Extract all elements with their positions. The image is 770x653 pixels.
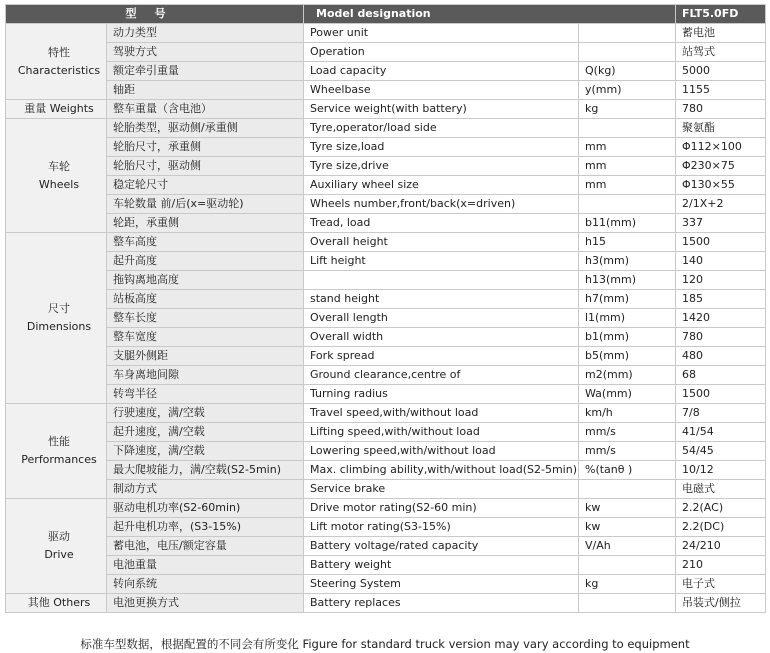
row-unit: Wa(mm) <box>579 385 676 404</box>
group-label <box>6 100 107 119</box>
group-label-en: Drive <box>44 548 74 561</box>
row-unit: h13(mm) <box>579 271 676 290</box>
row-label-en: Lift height <box>304 252 579 271</box>
row-label-cn: 最大爬坡能力，满/空载(S2-5min) <box>107 461 304 480</box>
row-label-cn: 制动方式 <box>107 480 304 499</box>
row-label-en: Battery voltage/rated capacity <box>304 537 579 556</box>
row-label-cn: 整车宽度 <box>107 328 304 347</box>
row-value: 68 <box>676 366 766 385</box>
row-value: 7/8 <box>676 404 766 423</box>
header-type-cn: 型号 <box>6 5 304 24</box>
row-label-cn: 额定牵引重量 <box>107 62 304 81</box>
row-unit: h7(mm) <box>579 290 676 309</box>
row-label-cn: 动力类型 <box>107 24 304 43</box>
row-label-cn: 下降速度，满/空载 <box>107 442 304 461</box>
table-row <box>6 594 766 613</box>
row-value: Φ130×55 <box>676 176 766 195</box>
row-label-cn: 轮胎尺寸，承重侧 <box>107 138 304 157</box>
row-unit: l1(mm) <box>579 309 676 328</box>
spec-table <box>5 4 766 613</box>
row-label-cn: 起升速度，满/空载 <box>107 423 304 442</box>
row-label-cn: 轮胎尺寸，驱动侧 <box>107 157 304 176</box>
table-row <box>6 575 766 594</box>
row-unit: kg <box>579 575 676 594</box>
row-label-en: Steering System <box>304 575 579 594</box>
row-label-cn: 驱动电机功率(S2-60min) <box>107 499 304 518</box>
row-unit: V/Ah <box>579 537 676 556</box>
group-label <box>6 404 107 499</box>
row-value: 24/210 <box>676 537 766 556</box>
row-label-en: Tyre size,load <box>304 138 579 157</box>
row-label-cn: 轮胎类型，驱动侧/承重侧 <box>107 119 304 138</box>
row-label-en: Overall width <box>304 328 579 347</box>
header-model-label: Model designation <box>304 5 676 24</box>
table-row <box>6 81 766 100</box>
row-unit <box>579 556 676 575</box>
row-label-cn: 整车长度 <box>107 309 304 328</box>
group-label-cn: 重量 Weights <box>24 102 94 115</box>
row-label-en: Load capacity <box>304 62 579 81</box>
table-row <box>6 404 766 423</box>
group-label-en: Characteristics <box>17 63 101 77</box>
row-label-en: Lift motor rating(S3-15%) <box>304 518 579 537</box>
row-unit: kg <box>579 100 676 119</box>
row-label-cn: 轴距 <box>107 81 304 100</box>
row-value: 蓄电池 <box>676 24 766 43</box>
group-label-cn: 性能 <box>48 435 70 448</box>
row-label-cn: 驾驶方式 <box>107 43 304 62</box>
row-label-en: Service brake <box>304 480 579 499</box>
row-unit <box>579 43 676 62</box>
row-label-cn: 车轮数量 前/后(x=驱动轮) <box>107 195 304 214</box>
group-label <box>6 594 107 613</box>
table-row <box>6 100 766 119</box>
row-unit <box>579 195 676 214</box>
row-unit: mm <box>579 157 676 176</box>
row-label-en: Overall length <box>304 309 579 328</box>
table-row <box>6 271 766 290</box>
row-label-cn: 支腿外侧距 <box>107 347 304 366</box>
group-label <box>6 24 107 100</box>
row-unit: h15 <box>579 233 676 252</box>
footnote: 标准车型数据，根据配置的不同会有所变化 Figure for standard truck version may vary according to equipment <box>80 637 690 651</box>
row-unit: km/h <box>579 404 676 423</box>
row-value: 5000 <box>676 62 766 81</box>
row-label-en: Battery replaces <box>304 594 579 613</box>
row-label-en: stand height <box>304 290 579 309</box>
row-label-en: Battery weight <box>304 556 579 575</box>
row-value: 210 <box>676 556 766 575</box>
row-value: 2.2(AC) <box>676 499 766 518</box>
group-label-cn: 尺寸 <box>48 302 70 315</box>
row-label-cn: 站板高度 <box>107 290 304 309</box>
row-label-cn: 轮距，承重侧 <box>107 214 304 233</box>
table-row <box>6 24 766 43</box>
row-unit: b5(mm) <box>579 347 676 366</box>
row-label-en: Wheelbase <box>304 81 579 100</box>
row-unit: %(tanθ ) <box>579 461 676 480</box>
row-label-en: Max. climbing ability,with/without load(S2-5min) <box>304 461 579 480</box>
table-row <box>6 233 766 252</box>
table-row <box>6 347 766 366</box>
spec-table-header <box>6 5 766 24</box>
row-label-cn: 转向系统 <box>107 575 304 594</box>
table-row <box>6 309 766 328</box>
group-label-cn: 驱动 <box>48 530 70 543</box>
row-label-en: Lowering speed,with/without load <box>304 442 579 461</box>
row-label-en <box>304 271 579 290</box>
row-value: 站驾式 <box>676 43 766 62</box>
row-value: 电磁式 <box>676 480 766 499</box>
row-value: 120 <box>676 271 766 290</box>
header-model-value: FLT5.0FD <box>676 5 766 24</box>
row-value: 聚氨酯 <box>676 119 766 138</box>
row-value: 480 <box>676 347 766 366</box>
group-label <box>6 233 107 404</box>
row-label-en: Ground clearance,centre of <box>304 366 579 385</box>
row-unit <box>579 119 676 138</box>
group-label <box>6 119 107 233</box>
row-value: Φ230×75 <box>676 157 766 176</box>
row-value: 1500 <box>676 385 766 404</box>
group-label-en: Dimensions <box>26 320 92 333</box>
row-value: 吊装式/侧拉 <box>676 594 766 613</box>
group-label <box>6 499 107 594</box>
table-row <box>6 176 766 195</box>
row-label-cn: 行驶速度，满/空载 <box>107 404 304 423</box>
group-label-cn: 其他 Others <box>27 596 91 609</box>
table-row <box>6 214 766 233</box>
row-label-en: Power unit <box>304 24 579 43</box>
table-row <box>6 157 766 176</box>
table-row <box>6 43 766 62</box>
row-label-en: Drive motor rating(S2-60 min) <box>304 499 579 518</box>
row-unit: kw <box>579 518 676 537</box>
row-label-en: Operation <box>304 43 579 62</box>
table-row <box>6 195 766 214</box>
row-label-en: Lifting speed,with/without load <box>304 423 579 442</box>
row-unit <box>579 594 676 613</box>
row-value: 41/54 <box>676 423 766 442</box>
row-unit: kw <box>579 499 676 518</box>
table-row <box>6 537 766 556</box>
row-value: 185 <box>676 290 766 309</box>
table-row <box>6 499 766 518</box>
row-value: 1500 <box>676 233 766 252</box>
row-label-en: Fork spread <box>304 347 579 366</box>
row-value: 780 <box>676 100 766 119</box>
group-label-cn: 车轮 <box>48 159 70 173</box>
row-label-cn: 起升电机功率，(S3-15%) <box>107 518 304 537</box>
row-label-cn: 整车重量（含电池） <box>107 100 304 119</box>
row-unit: y(mm) <box>579 81 676 100</box>
row-label-cn: 起升高度 <box>107 252 304 271</box>
row-unit <box>579 480 676 499</box>
row-unit: h3(mm) <box>579 252 676 271</box>
table-row <box>6 423 766 442</box>
table-row <box>6 119 766 138</box>
row-label-en: Wheels number,front/back(x=driven) <box>304 195 579 214</box>
row-value: Φ112×100 <box>676 138 766 157</box>
table-row <box>6 442 766 461</box>
row-value: 2/1X+2 <box>676 195 766 214</box>
row-label-en: Tyre size,drive <box>304 157 579 176</box>
table-row <box>6 556 766 575</box>
group-label-en: Performances <box>21 453 97 466</box>
row-value: 780 <box>676 328 766 347</box>
group-label-cn: 特性 <box>48 45 70 59</box>
row-label-cn: 整车高度 <box>107 233 304 252</box>
group-label-en: Wheels <box>38 177 80 191</box>
row-label-en: Travel speed,with/without load <box>304 404 579 423</box>
row-label-en: Tread, load <box>304 214 579 233</box>
row-unit: mm/s <box>579 442 676 461</box>
row-unit: Q(kg) <box>579 62 676 81</box>
spec-table-body <box>6 24 766 613</box>
table-row <box>6 62 766 81</box>
row-value: 2.2(DC) <box>676 518 766 537</box>
table-row <box>6 252 766 271</box>
table-row <box>6 461 766 480</box>
row-label-cn: 拖钩离地高度 <box>107 271 304 290</box>
row-label-en: Service weight(with battery) <box>304 100 579 119</box>
row-unit: m2(mm) <box>579 366 676 385</box>
table-row <box>6 290 766 309</box>
row-unit: mm <box>579 138 676 157</box>
row-unit: b11(mm) <box>579 214 676 233</box>
row-value: 140 <box>676 252 766 271</box>
row-label-cn: 蓄电池，电压/额定容量 <box>107 537 304 556</box>
row-unit: mm/s <box>579 423 676 442</box>
table-row <box>6 518 766 537</box>
row-unit: mm <box>579 176 676 195</box>
row-unit <box>579 24 676 43</box>
row-label-en: Overall height <box>304 233 579 252</box>
row-label-en: Tyre,operator/load side <box>304 119 579 138</box>
row-label-cn: 电池更换方式 <box>107 594 304 613</box>
row-value: 54/45 <box>676 442 766 461</box>
table-row <box>6 138 766 157</box>
table-row <box>6 385 766 404</box>
row-value: 电子式 <box>676 575 766 594</box>
table-row <box>6 328 766 347</box>
row-value: 337 <box>676 214 766 233</box>
table-row <box>6 480 766 499</box>
row-value: 1155 <box>676 81 766 100</box>
row-label-en: Turning radius <box>304 385 579 404</box>
table-row <box>6 366 766 385</box>
row-value: 1420 <box>676 309 766 328</box>
row-value: 10/12 <box>676 461 766 480</box>
row-label-en: Auxiliary wheel size <box>304 176 579 195</box>
row-label-cn: 转弯半径 <box>107 385 304 404</box>
row-unit: b1(mm) <box>579 328 676 347</box>
row-label-cn: 电池重量 <box>107 556 304 575</box>
row-label-cn: 稳定轮尺寸 <box>107 176 304 195</box>
row-label-cn: 车身离地间隙 <box>107 366 304 385</box>
